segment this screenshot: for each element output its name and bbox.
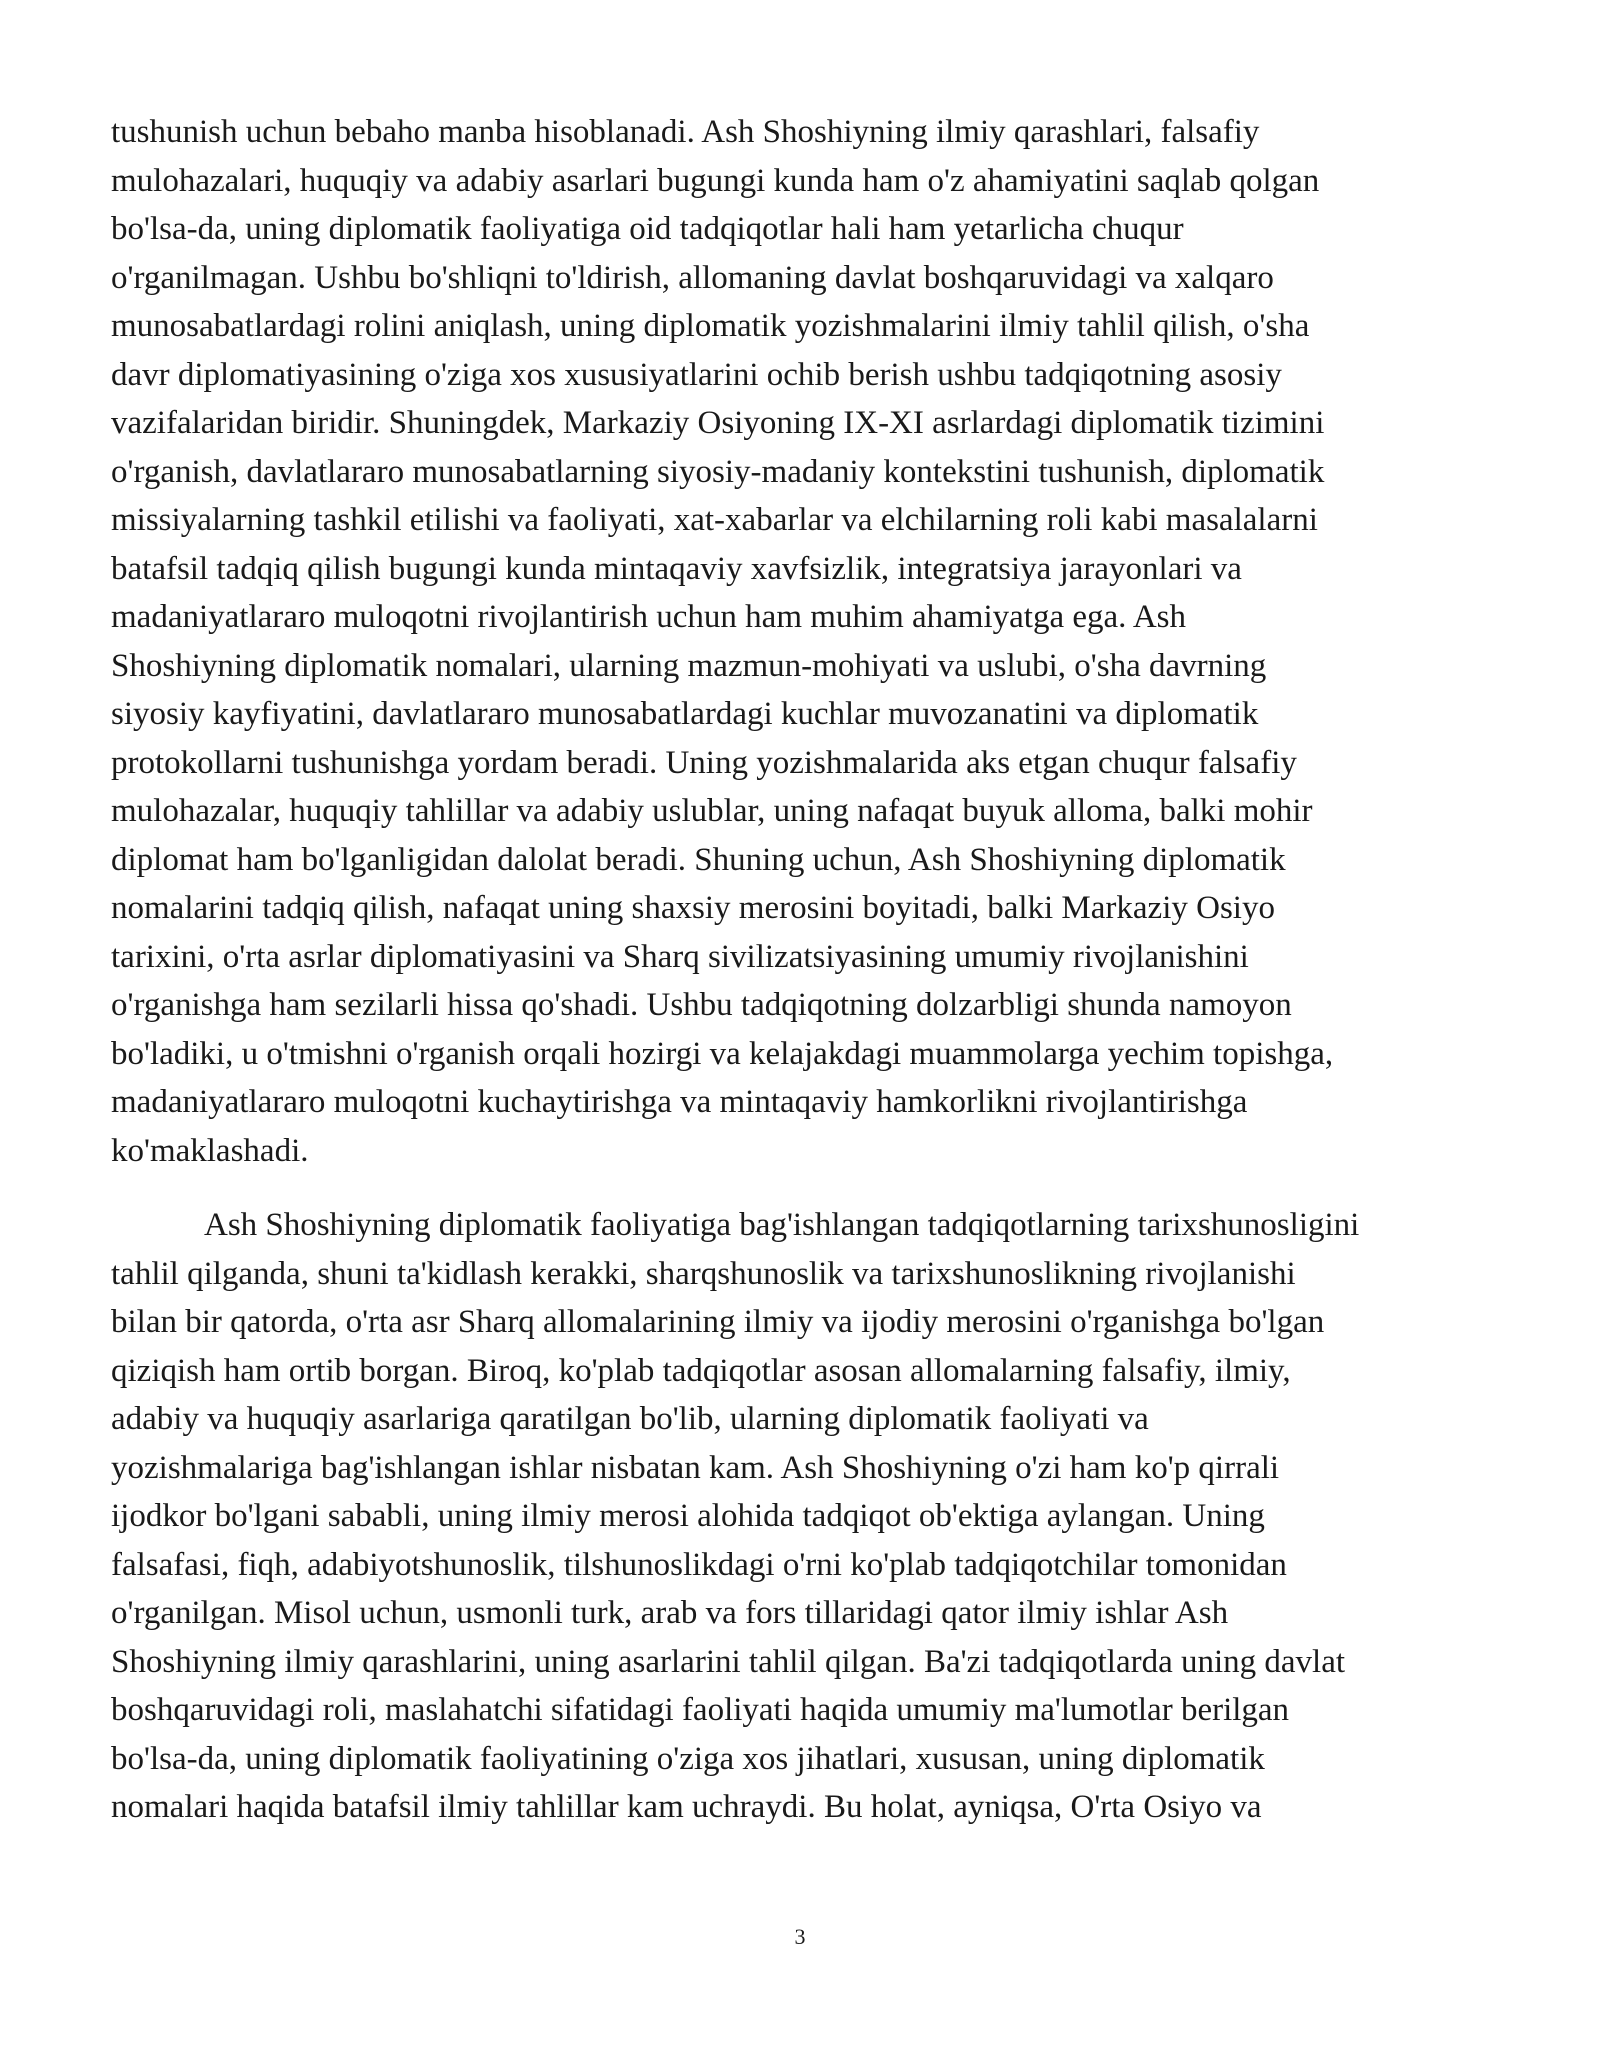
text-line: o'rganish, davlatlararo munosabatlarning siyosiy-madaniy kontekstini tushunish, diplomatik	[111, 453, 1325, 490]
text-line: diplomat ham bo'lganligidan dalolat beradi. Shuning uchun, Ash Shoshiyning diplomatik	[111, 841, 1286, 878]
text-line: tarixini, o'rta asrlar diplomatiyasini va Sharq sivilizatsiyasining umumiy rivojlanishini	[111, 938, 1249, 975]
text-line: o'rganilmagan. Ushbu bo'shliqni to'ldirish, allomaning davlat boshqaruvidagi va xalqaro	[111, 259, 1274, 296]
text-line: davr diplomatiyasining o'ziga xos xususiyatlarini ochib berish ushbu tadqiqotning asosiy	[111, 356, 1282, 393]
text-line: bo'lsa-da, uning diplomatik faoliyatiga oid tadqiqotlar hali ham yetarlicha chuqur	[111, 211, 1184, 247]
text-line: mulohazalar, huquqiy tahlillar va adabiy uslublar, uning nafaqat buyuk alloma, balki mohir	[111, 793, 1313, 829]
text-line: qiziqish ham ortib borgan. Biroq, ko'plab tadqiqotlar asosan allomalarning falsafiy, ilmiy,	[111, 1352, 1291, 1389]
text-line: o'rganishga ham sezilarli hissa qo'shadi. Ushbu tadqiqotning dolzarbligi shunda namoyon	[111, 987, 1292, 1023]
text-line: protokollarni tushunishga yordam beradi. Uning yozishmalarida aks etgan chuqur falsafiy	[111, 744, 1297, 781]
text-line: bo'lsa-da, uning diplomatik faoliyatining o'ziga xos jihatlari, xususan, uning diplomatik	[111, 1740, 1265, 1777]
page-number: 3	[794, 1924, 806, 1949]
text-line: missiyalarning tashkil etilishi va faoliyati, xat-xabarlar va elchilarning roli kabi masalalarni	[111, 502, 1318, 538]
text-line: yozishmalariga bag'ishlangan ishlar nisbatan kam. Ash Shoshiyning o'zi ham ko'p qirrali	[111, 1449, 1280, 1486]
text-line: nomalarini tadqiq qilish, nafaqat uning shaxsiy merosini boyitadi, balki Markaziy Osiyo	[111, 890, 1275, 926]
text-line: bo'ladiki, u o'tmishni o'rganish orqali hozirgi va kelajakdagi muammolarga yechim topishga,	[111, 1035, 1334, 1072]
text-line: munosabatlardagi rolini aniqlash, uning diplomatik yozishmalarini ilmiy tahlil qilish, o'sha	[111, 308, 1310, 344]
text-line: madaniyatlararo muloqotni kuchaytirishga va mintaqaviy hamkorlikni rivojlantirishga	[111, 1084, 1248, 1120]
text-line: tushunish uchun bebaho manba hisoblanadi. Ash Shoshiyning ilmiy qarashlari, falsafiy	[111, 114, 1260, 150]
text-line: falsafasi, fiqh, adabiyotshunoslik, tilshunoslikdagi o'rni ko'plab tadqiqotchilar tomonidan	[111, 1546, 1287, 1583]
text-line: Ash Shoshiyning diplomatik faoliyatiga bag'ishlangan tadqiqotlarning tarixshunosligini	[204, 1207, 1360, 1243]
text-line: tahlil qilganda, shuni ta'kidlash kerakki, sharqshunoslik va tarixshunoslikning rivojlanishi	[111, 1255, 1296, 1292]
text-line: nomalari haqida batafsil ilmiy tahlillar kam uchraydi. Bu holat, ayniqsa, O'rta Osiyo va	[111, 1789, 1262, 1825]
text-line: o'rganilgan. Misol uchun, usmonli turk, arab va fors tillaridagi qator ilmiy ishlar Ash	[111, 1595, 1229, 1631]
text-line: batafsil tadqiq qilish bugungi kunda mintaqaviy xavfsizlik, integratsiya jarayonlari va	[111, 550, 1242, 587]
text-line: adabiy va huquqiy asarlariga qaratilgan bo'lib, ularning diplomatik faoliyati va	[111, 1401, 1149, 1437]
text-line: siyosiy kayfiyatini, davlatlararo munosabatlardagi kuchlar muvozanatini va diplomatik	[111, 696, 1259, 732]
paragraph-2	[111, 1201, 1493, 1832]
text-line: Shoshiyning diplomatik nomalari, ularning mazmun-mohiyati va uslubi, o'sha davrning	[111, 647, 1267, 684]
text-line: madaniyatlararo muloqotni rivojlantirish uchun ham muhim ahamiyatga ega. Ash	[111, 599, 1186, 635]
text-line: mulohazalari, huquqiy va adabiy asarlari bugungi kunda ham o'z ahamiyatini saqlab qolgan	[111, 162, 1320, 199]
body-text	[111, 108, 1493, 1832]
paragraph-1	[111, 108, 1493, 1175]
text-line: bilan bir qatorda, o'rta asr Sharq allomalarining ilmiy va ijodiy merosini o'rganishga bo'lgan	[111, 1304, 1325, 1340]
text-line: Shoshiyning ilmiy qarashlarini, uning asarlarini tahlil qilgan. Ba'zi tadqiqotlarda uning davlat	[111, 1643, 1346, 1680]
text-line: ijodkor bo'lgani sababli, uning ilmiy merosi alohida tadqiqot ob'ektiga aylangan. Uning	[111, 1498, 1265, 1534]
text-line: ko'maklashadi.	[111, 1132, 309, 1169]
text-line: vazifalaridan biridir. Shuningdek, Markaziy Osiyoning IX-XI asrlardagi diplomatik tizimini	[111, 405, 1325, 441]
text-line: boshqaruvidagi roli, maslahatchi sifatidagi faoliyati haqida umumiy ma'lumotlar berilgan	[111, 1692, 1290, 1728]
